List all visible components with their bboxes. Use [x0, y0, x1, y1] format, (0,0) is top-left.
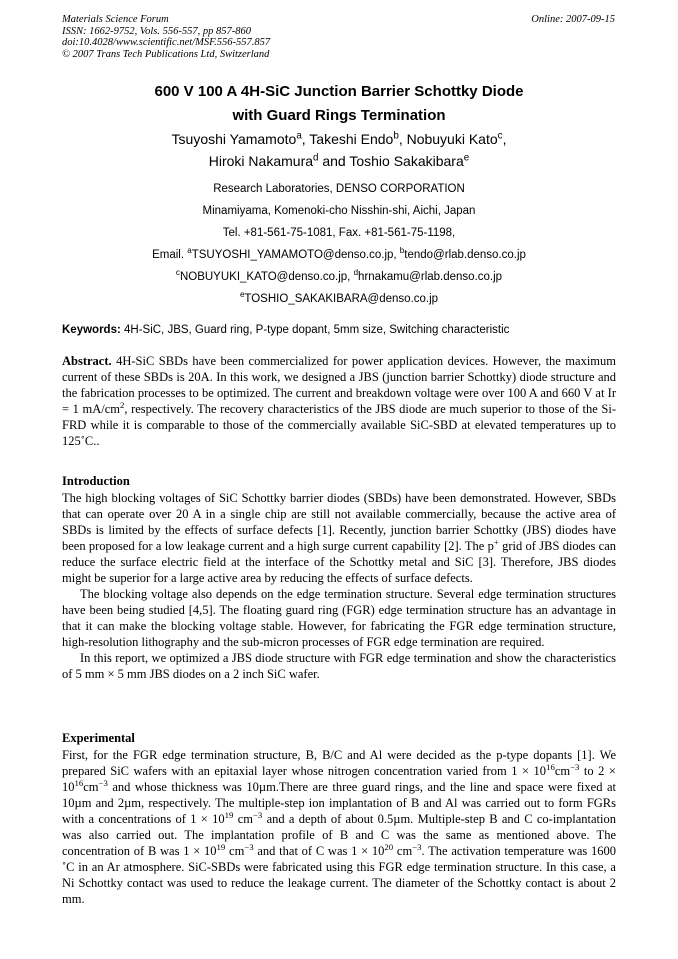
- author-name: Tsuyoshi Yamamoto: [171, 131, 297, 147]
- keywords: [62, 322, 616, 338]
- author-marker: c: [497, 130, 503, 142]
- affiliation-address: Minamiyama, Komenoki-cho Nisshin-shi, Aichi, Japan: [202, 205, 476, 217]
- superscript: −3: [412, 841, 422, 852]
- keywords-label: Keywords:: [62, 324, 121, 336]
- email-prefix: Email.: [152, 249, 188, 261]
- abstract-label: Abstract.: [62, 354, 112, 368]
- author-marker: a: [296, 130, 302, 142]
- experimental-paragraph: [62, 747, 616, 907]
- journal-header: [62, 14, 270, 60]
- paragraph-text: cm: [554, 764, 571, 778]
- author-name: and Toshio Sakakibara: [318, 153, 464, 169]
- paragraph-text: cm: [83, 780, 99, 794]
- paragraph-text: cm: [233, 812, 253, 826]
- author-line-2: [62, 150, 616, 172]
- title-line-2: with Guard Rings Termination: [232, 107, 446, 124]
- email-marker: d: [353, 268, 359, 278]
- superscript: +: [493, 536, 499, 547]
- superscript: 19: [224, 809, 234, 820]
- abstract-text: , respectively. The recovery characteristics of the JBS diode are much superior to those of the Si-FRD while it is comparable to those of the commercially available SiC-SBD at elevated temperatures up to 125˚C..: [62, 402, 617, 448]
- abstract-text: 4H-SiC SBDs have been commercialized for power application devices. However, the maximum current of these SBDs is 20A. In this work, we designed a JBS (junction barrier Schottky) diode structure and the fabrication processes to be optimized. The current and breakdown voltage were over 100 A and 660 V at Ir = 1 mA/cm: [62, 354, 616, 416]
- introduction-section: [62, 473, 616, 682]
- paragraph-text: and a depth of about 0.5µm. Multiple-step B and C co-implantation was also carried out. The implantation profile of B and C was the same as mentioned above. The concentration of B was 1 × 10: [62, 812, 616, 858]
- keywords-text: 4H-SiC, JBS, Guard ring, P-type dopant, 5mm size, Switching characteristic: [120, 324, 510, 336]
- introduction-paragraph-2: The blocking voltage also depends on the edge termination structure. Several edge termination structures have been being studied [4,5]. The floating guard ring (FGR) edge termination structure has an advantage in that it can make the blocking voltage stable. However, for fabricating the FGR edge termination structure, high-resolution lithography and the sub-micron processes of FGR edge termination are required.: [62, 587, 616, 649]
- superscript: 19: [216, 841, 226, 852]
- journal-copyright: © 2007 Trans Tech Publications Ltd, Switzerland: [62, 48, 270, 60]
- superscript: −3: [244, 841, 254, 852]
- email-line-3: [62, 288, 616, 310]
- email-marker: c: [175, 268, 180, 278]
- paragraph-text: to 2 × 10: [62, 764, 616, 794]
- author-name: , Nobuyuki Kato: [398, 131, 498, 147]
- introduction-paragraph-3: In this report, we optimized a JBS diode structure with FGR edge termination and show the characteristics of 5 mm × 5 mm JBS diodes on a 2 inch SiC wafer.: [62, 651, 616, 681]
- superscript: 16: [74, 777, 84, 788]
- experimental-heading: Experimental: [62, 731, 135, 745]
- introduction-heading: Introduction: [62, 474, 130, 488]
- superscript: 16: [546, 761, 555, 772]
- paragraph-text: cm: [393, 844, 413, 858]
- introduction-paragraph-1: [62, 490, 616, 586]
- author-name: , Takeshi Endo: [301, 131, 394, 147]
- superscript: −3: [252, 809, 263, 820]
- superscript: −3: [570, 761, 580, 772]
- superscript: −3: [98, 777, 108, 788]
- email-address[interactable]: NOBUYUKI_KATO@denso.co.jp,: [179, 271, 354, 283]
- email-marker: b: [399, 246, 405, 256]
- author-line-1: [62, 128, 616, 150]
- author-marker: d: [313, 152, 319, 164]
- superscript: 2: [119, 399, 125, 410]
- affiliation-block: [62, 178, 616, 310]
- email-address[interactable]: hrnakamu@rlab.denso.co.jp: [358, 271, 503, 283]
- paragraph-text: grid of JBS diodes can reduce the surface electric field at the interface of the Schottky metal and SiC [3]. Therefore, JBS diodes might be superior for a large active area by reducing the effects of surface defects.: [62, 539, 616, 585]
- paragraph-text: and that of C was 1 × 10: [253, 844, 385, 858]
- paper-title: [62, 80, 616, 128]
- paragraph-text: and whose thickness was 10µm.There are three guard rings, and the line and space were fixed at 10µm and 2µm, respectively. The multiple-step ion implantation of B and Al was carried out to form FGRs with a concentrations of 1 × 10: [62, 780, 616, 826]
- email-marker: e: [239, 290, 245, 300]
- email-address[interactable]: TSUYOSHI_YAMAMOTO@denso.co.jp,: [191, 249, 400, 261]
- email-address[interactable]: tendo@rlab.denso.co.jp: [404, 249, 526, 261]
- email-line-2: [62, 266, 616, 288]
- experimental-section: [62, 730, 616, 907]
- email-address[interactable]: TOSHIO_SAKAKIBARA@denso.co.jp: [244, 293, 439, 305]
- abstract: [62, 353, 616, 449]
- author-marker: b: [393, 130, 399, 142]
- email-marker: a: [187, 246, 192, 256]
- online-date: Online: 2007-09-15: [531, 14, 615, 25]
- author-marker: e: [463, 152, 470, 164]
- journal-doi[interactable]: doi:10.4028/www.scientific.net/MSF.556-557.857: [62, 37, 271, 48]
- author-list: [62, 128, 616, 172]
- author-name: Hiroki Nakamura: [208, 153, 314, 169]
- author-separator: ,: [502, 131, 507, 147]
- abstract-paragraph: [62, 353, 616, 449]
- superscript: 20: [384, 841, 394, 852]
- affiliation-org: Research Laboratories, DENSO CORPORATION: [213, 183, 465, 195]
- title-line-1: 600 V 100 A 4H-SiC Junction Barrier Schottky Diode: [154, 83, 524, 100]
- paragraph-text: The high blocking voltages of SiC Schottky barrier diodes (SBDs) have been demonstrated. However, SBDs that can operate over 20 A in a single chip are still not available commercially, because the active area of SBDs is limited by the effects of surface defects [1]. Recently, junction barrier Schottky (JBS) diodes have been proposed for a low leakage current and a high surge current capability [2]. The p: [62, 491, 616, 553]
- paragraph-text: . The activation temperature was 1600 ˚C in an Ar atmosphere. SiC-SBDs were fabricated using this FGR edge termination structure. In this case, a Ni Schottky contact was used to reduce the leakage current. The diameter of the Schottky contact is about 2 mm.: [62, 844, 617, 906]
- affiliation-phone: Tel. +81-561-75-1081, Fax. +81-561-75-1198,: [222, 227, 456, 239]
- journal-name: Materials Science Forum: [62, 14, 169, 25]
- paragraph-text: cm: [225, 844, 245, 858]
- paragraph-text: First, for the FGR edge termination structure, B, B/C and Al were decided as the p-type dopants [1]. We prepared SiC wafers with an epitaxial layer whose nitrogen concentration varied from 1 × 10: [62, 748, 616, 778]
- email-line-1: [62, 244, 616, 266]
- journal-issn: ISSN: 1662-9752, Vols. 556-557, pp 857-860: [62, 25, 251, 37]
